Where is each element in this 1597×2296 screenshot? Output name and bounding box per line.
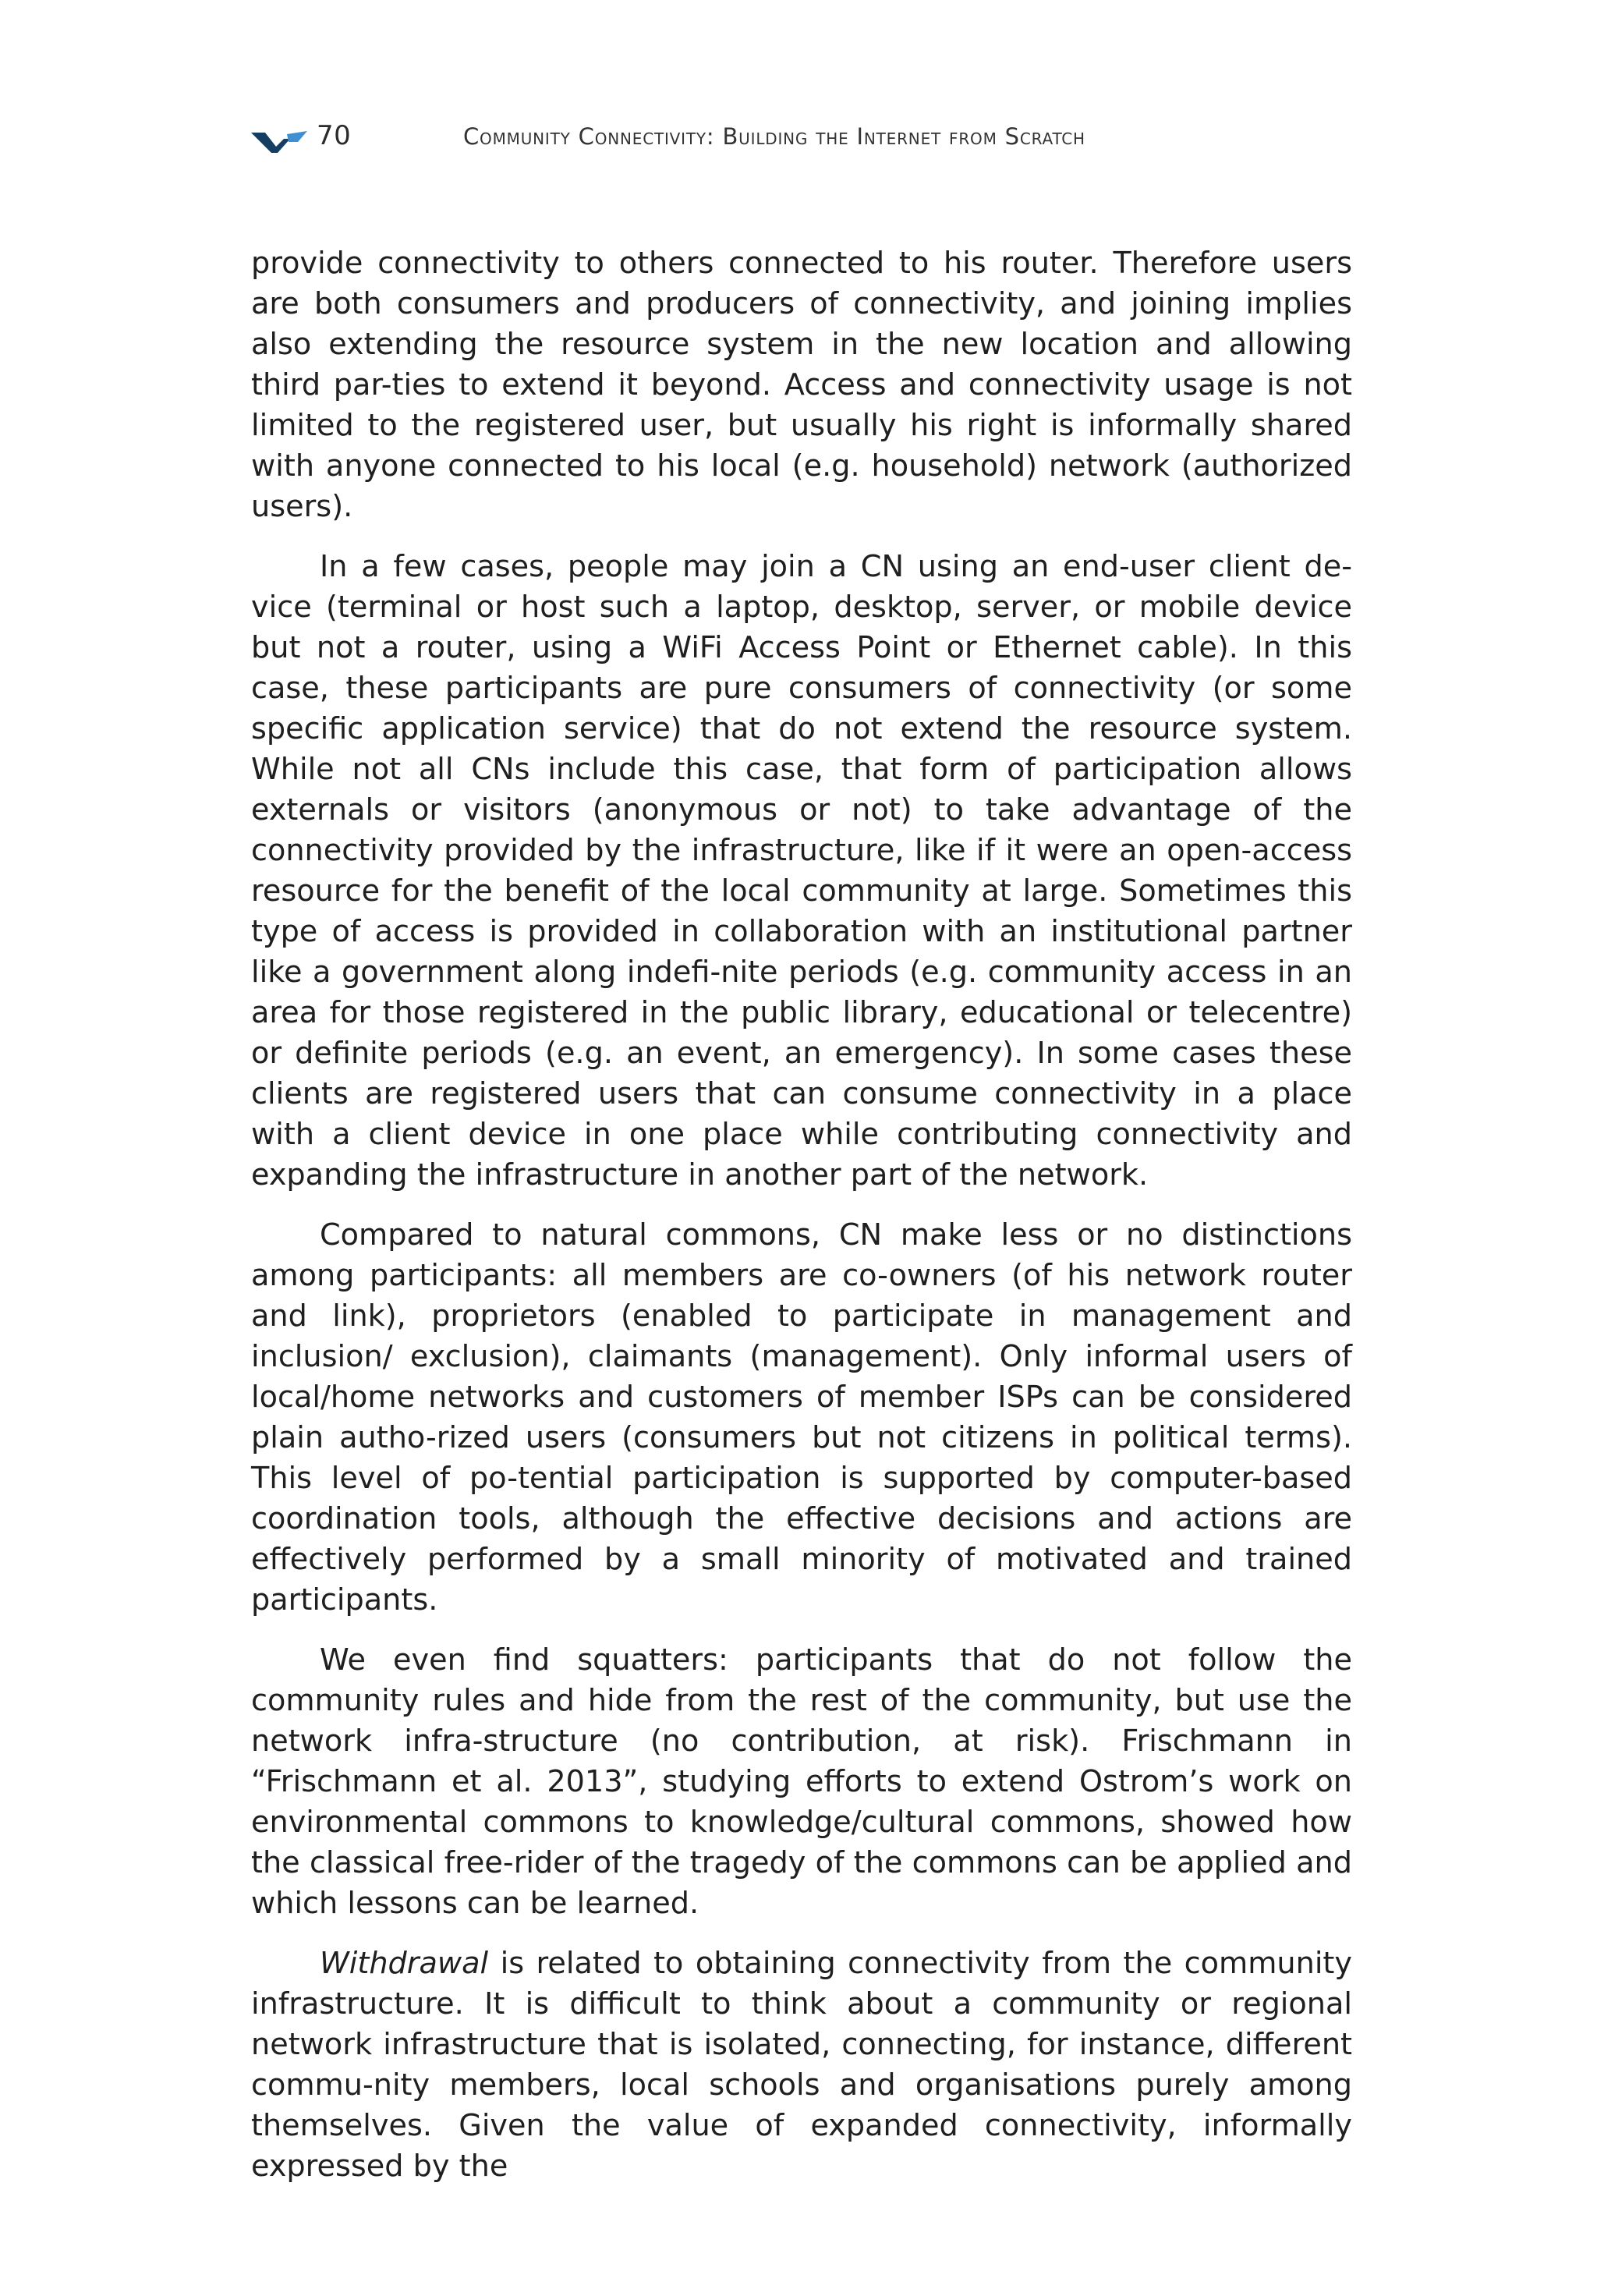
logo-light-shape — [287, 131, 307, 142]
paragraph-3: Compared to natural commons, CN make less or no distinctions among participants: all members are co-owners (of his network router and link), proprietors (enabled to participate in management and inclusion/ exclusion), claimants (management). Only informal users of local/home networks and customers of member ISPs can be considered plain autho-rized users (consumers but not citizens in political terms). This level of po-tential participation is supported by computer-based coordination tools, although the effective decisions and actions are effectively performed by a small minority of motivated and trained participants. — [251, 1218, 1352, 1617]
paragraph-4: We even find squatters: participants that do not follow the community rules and hide from the rest of the community, but use the network infra-structure (no contribution, at risk). Frischmann in “Frischmann et al. 2013”, studying efforts to extend Ostrom’s work on environmental commons to knowledge/cultural commons, showed how the classical free-rider of the tragedy of the commons can be applied and which lessons can be learned. — [251, 1643, 1352, 1921]
withdrawal-emphasis: Withdrawal — [320, 1947, 489, 1981]
paragraph-2: In a few cases, people may join a CN using an end-user client de-vice (terminal or host such a laptop, desktop, server, or mobile device but not a router, using a WiFi Access Point or Ethernet cable). In this case, these participants are pure consumers of connectivity (or some specific application service) that do not extend the resource system. While not all CNs include this case, that form of participation allows externals or visitors (anonymous or not) to take advantage of the connectivity provided by the infrastructure, like if it were an open-access resource for the benefit of the local community at large. Sometimes this type of access is provided in collaboration with an institutional partner like a government along indefi-nite periods (e.g. community access in an area for those registered in the public library, educational or telecentre) or definite periods (e.g. an event, an emergency). In some cases these clients are registered users that can consume connectivity in a place with a client device in one place while contributing connectivity and expanding the infrastructure in another part of the network. — [251, 550, 1352, 1192]
publisher-logo-icon — [251, 129, 307, 154]
logo-dark-shape — [251, 133, 290, 153]
paragraph-5-text: is related to obtaining connectivity from the community infrastructure. It is difficult to think about a community or regional network infrastructure that is isolated, connecting, for instance, different commu-nity members, local schools and organisations purely among themselves. Given the value of expanded connectivity, informally expressed by the — [251, 1947, 1352, 2184]
body-text — [251, 243, 1352, 2206]
page-number: 70 — [317, 120, 352, 151]
running-title: Community Connectivity: Building the Internet from Scratch — [463, 123, 1085, 150]
paragraph-5 — [251, 1943, 1352, 2187]
paragraph-1: provide connectivity to others connected to his router. Therefore users are both consumers and producers of connectivity, and joining implies also extending the resource system in the new location and allowing third par-ties to extend it beyond. Access and connectivity usage is not limited to the registered user, but usually his right is informally shared with anyone connected to his local (e.g. household) network (authorized users). — [251, 246, 1352, 524]
running-header — [251, 117, 1352, 164]
